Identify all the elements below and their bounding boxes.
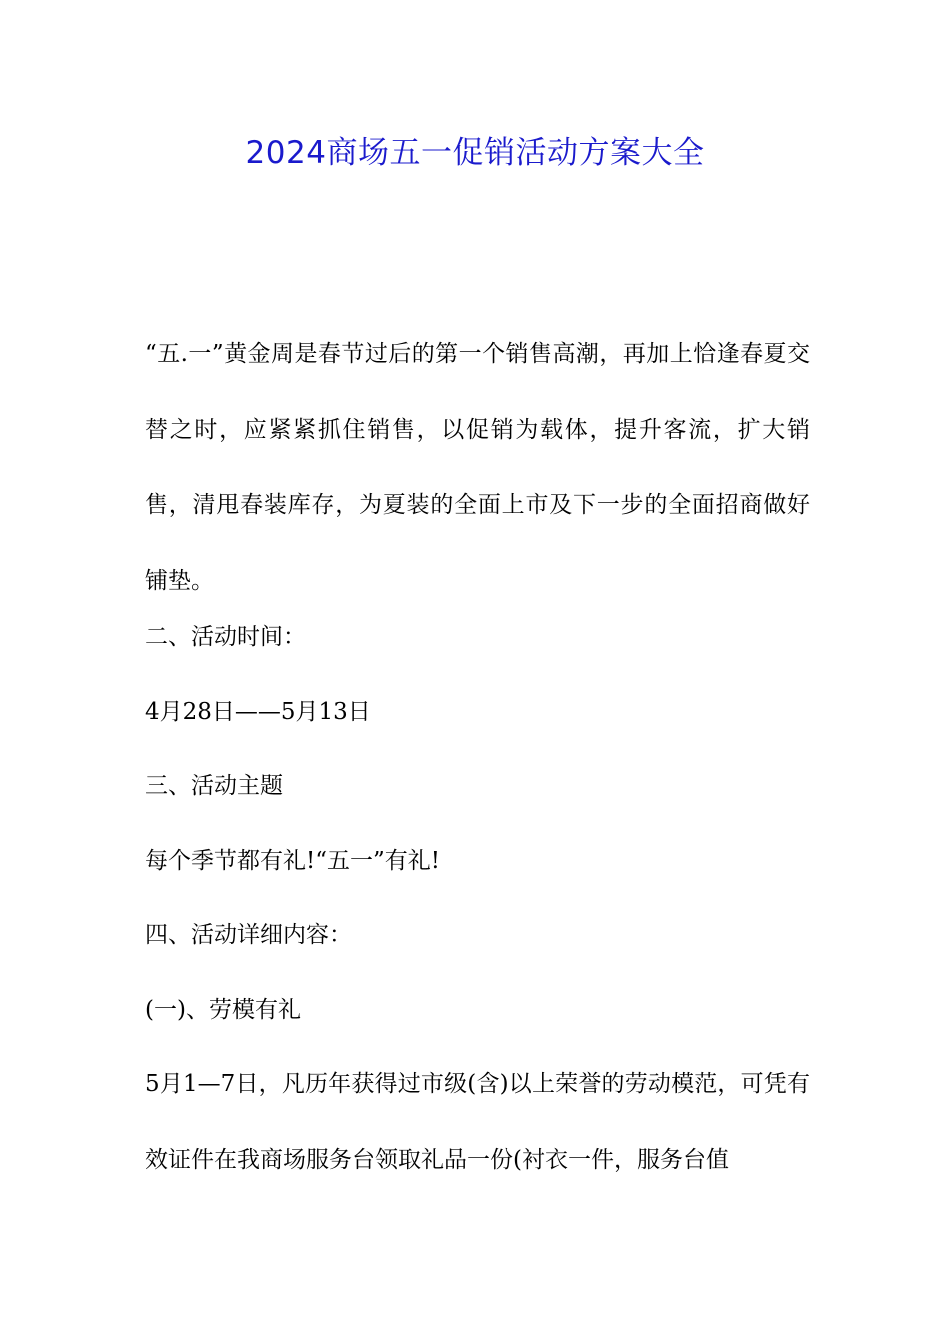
model-workers-paragraph: 5月1—7日，凡历年获得过市级(含)以上荣誉的劳动模范，可凭有效证件在我商场服务台领取礼品一份(衬衣一件，服务台值 (145, 1071, 810, 1173)
document-body (145, 336, 810, 1198)
section-heading-details: 四、活动详细内容： (145, 922, 352, 948)
intro-paragraph: “五.一”黄金周是春节过后的第一个销售高潮，再加上恰逢春夏交替之时，应紧紧抓住销售，以促销为载体，提升客流，扩大销售，清甩春装库存，为夏装的全面上市及下一步的全面招商做好铺垫。 (145, 341, 810, 594)
subsection-heading-model-workers: (一)、劳模有礼 (145, 996, 301, 1023)
activity-theme: 每个季节都有礼!“五一”有礼! (145, 847, 441, 874)
document-title: 2024商场五一促销活动方案大全 (245, 135, 705, 171)
section-heading-time: 二、活动时间： (145, 624, 306, 650)
section-heading-theme: 三、活动主题 (145, 773, 283, 799)
activity-dates: 4月28日——5月13日 (145, 698, 371, 725)
